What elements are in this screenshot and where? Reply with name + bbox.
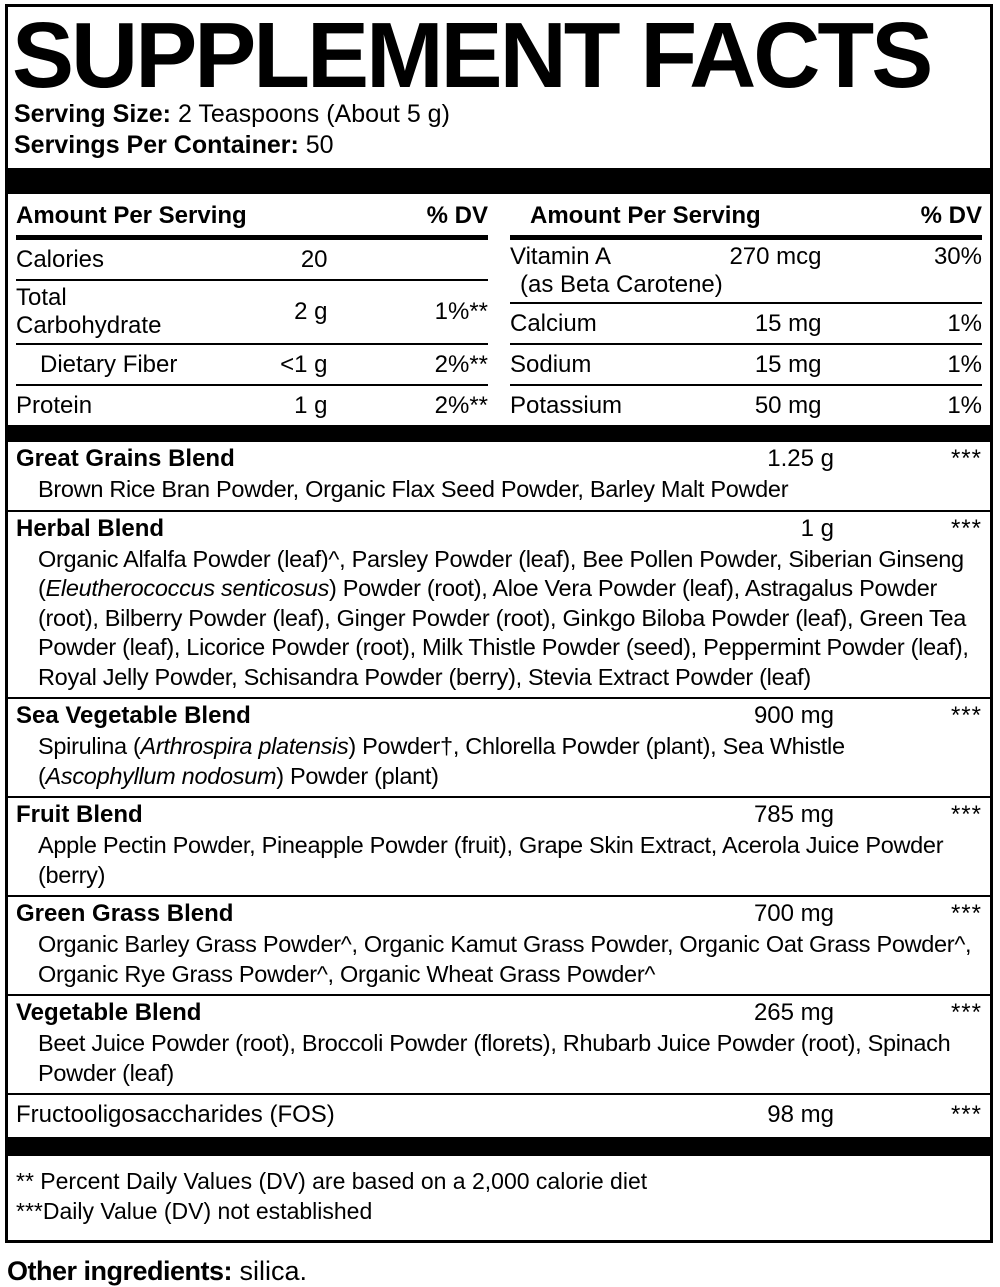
blend-amount: 785 mg bbox=[753, 801, 834, 828]
blend-header bbox=[16, 513, 982, 545]
nutrient-dv: 1% bbox=[947, 350, 982, 378]
blend-name: Vegetable Blend bbox=[16, 999, 202, 1026]
ingredient-text: Organic Alfalfa Powder (leaf)^, Parsley Powder (leaf), Bee Pollen Powder, Siberian Ginseng ( bbox=[38, 545, 964, 601]
nutrient-row bbox=[510, 345, 982, 386]
blend-name: Fructooligosaccharides (FOS) bbox=[16, 1101, 335, 1128]
nutrient-name: Protein bbox=[16, 391, 93, 419]
nutrient-amount: <1 g bbox=[280, 350, 328, 378]
blend-section bbox=[8, 796, 990, 895]
serving-size-label: Serving Size: bbox=[14, 100, 171, 128]
blend-section bbox=[8, 895, 990, 994]
nutrient-row bbox=[510, 304, 982, 345]
blend-dv: *** bbox=[950, 514, 982, 542]
nutrient-row bbox=[510, 240, 982, 304]
blend-dv: *** bbox=[950, 999, 982, 1026]
nutrient-amount: 15 mg bbox=[754, 309, 822, 337]
blend-dv: *** bbox=[950, 1101, 982, 1128]
servings-per-container-label: Servings Per Container: bbox=[14, 131, 299, 159]
amount-per-serving-header: Amount Per Serving bbox=[16, 202, 247, 229]
ingredient-text: Beet Juice Powder (root), Broccoli Powder (florets), Rhubarb Juice Powder (root), Spinach Powder (leaf) bbox=[38, 1030, 951, 1086]
nutrient-subname: (as Beta Carotene) bbox=[520, 271, 723, 298]
nutrient-amount: 15 mg bbox=[754, 350, 822, 378]
nutrient-name: Calories bbox=[16, 245, 105, 273]
blend-name: Great Grains Blend bbox=[16, 445, 235, 472]
blend-name: Sea Vegetable Blend bbox=[16, 702, 251, 729]
supplement-facts-label bbox=[0, 4, 1000, 1286]
nutrient-name: Potassium bbox=[510, 391, 623, 419]
serving-size-line bbox=[14, 99, 982, 130]
nutrient-rows-left bbox=[16, 240, 488, 425]
blend-amount: 1.25 g bbox=[767, 445, 834, 472]
ingredient-text: ) Powder†, Chlorella Powder (plant), Sea Whistle ( bbox=[38, 733, 845, 789]
nutrient-rows-right bbox=[510, 240, 982, 425]
footnote-dv-not-established: ***Daily Value (DV) not established bbox=[16, 1198, 373, 1224]
blend-dv: *** bbox=[950, 702, 982, 729]
blend-description bbox=[16, 1029, 982, 1089]
nutrient-name: Calcium bbox=[510, 309, 597, 337]
footnotes bbox=[8, 1156, 990, 1240]
nutrient-dv: 30% bbox=[933, 243, 982, 270]
latin-name: Eleutherococcus senticosus bbox=[45, 575, 330, 601]
other-ingredients-value: silica. bbox=[239, 1256, 308, 1286]
blend-section bbox=[8, 994, 990, 1093]
nutrient-column-right bbox=[510, 194, 982, 425]
blend-section bbox=[8, 697, 990, 796]
blend-amount: 265 mg bbox=[753, 999, 834, 1026]
blend-description bbox=[16, 930, 982, 990]
serving-info bbox=[8, 97, 990, 161]
facts-panel bbox=[5, 4, 993, 1243]
divider-bar-bottom bbox=[8, 1137, 990, 1156]
nutrient-row bbox=[16, 345, 488, 386]
column-header-right bbox=[510, 194, 982, 240]
blend-section bbox=[8, 1093, 990, 1137]
blend-dv: *** bbox=[950, 900, 982, 927]
blend-header bbox=[16, 443, 982, 475]
divider-bar-middle bbox=[8, 425, 990, 442]
nutrient-row bbox=[16, 281, 488, 345]
percent-dv-header: % DV bbox=[920, 202, 982, 229]
nutrient-name: Total Carbohydrate bbox=[16, 284, 162, 339]
nutrient-name: Sodium bbox=[510, 350, 592, 378]
blend-description bbox=[16, 475, 982, 506]
blend-dv: *** bbox=[950, 801, 982, 828]
nutrient-column-left bbox=[16, 194, 488, 425]
other-ingredients-label: Other ingredients: bbox=[7, 1256, 233, 1286]
nutrient-amount: 1 g bbox=[294, 391, 328, 419]
blend-amount: 900 mg bbox=[753, 702, 834, 729]
blend-header bbox=[16, 700, 982, 732]
footnote-daily-values: ** Percent Daily Values (DV) are based on a 2,000 calorie diet bbox=[16, 1168, 648, 1194]
nutrient-row bbox=[16, 386, 488, 425]
servings-per-container-line bbox=[14, 130, 982, 161]
nutrient-row bbox=[16, 240, 488, 281]
latin-name: Ascophyllum nodosum bbox=[45, 762, 277, 789]
blend-description bbox=[16, 545, 982, 694]
ingredient-text: Brown Rice Bran Powder, Organic Flax Seed Powder, Barley Malt Powder bbox=[38, 476, 789, 502]
nutrient-row bbox=[510, 386, 982, 425]
nutrient-amount: 50 mg bbox=[754, 391, 822, 419]
blend-header bbox=[16, 799, 982, 831]
amount-per-serving-header: Amount Per Serving bbox=[530, 202, 761, 229]
blend-description bbox=[16, 831, 982, 891]
blend-header bbox=[16, 898, 982, 930]
nutrient-amount: 20 bbox=[300, 245, 328, 273]
blend-name: Herbal Blend bbox=[16, 514, 165, 542]
blend-description bbox=[16, 732, 982, 792]
blend-amount: 700 mg bbox=[753, 900, 834, 927]
column-header-left bbox=[16, 194, 488, 240]
blend-header bbox=[16, 1096, 982, 1133]
ingredient-text: Organic Barley Grass Powder^, Organic Kamut Grass Powder, Organic Oat Grass Powder^, Organic Rye Grass Powder^, Organic Wheat Grass Powder^ bbox=[38, 931, 972, 987]
blend-section bbox=[8, 510, 990, 698]
nutrient-dv: 1% bbox=[947, 309, 982, 337]
nutrient-dv: 2%** bbox=[434, 350, 488, 378]
latin-name: Arthrospira platensis bbox=[140, 733, 349, 759]
other-ingredients-line bbox=[7, 1256, 1000, 1287]
ingredient-text: ) Powder (plant) bbox=[276, 762, 439, 789]
blend-name: Green Grass Blend bbox=[16, 900, 234, 927]
blend-dv: *** bbox=[950, 445, 982, 472]
nutrient-amount: 270 mcg bbox=[729, 243, 822, 270]
servings-per-container-value: 50 bbox=[305, 131, 334, 159]
nutrient-dv: 2%** bbox=[434, 391, 488, 419]
blend-amount: 98 mg bbox=[767, 1101, 834, 1128]
nutrient-columns bbox=[8, 194, 990, 425]
nutrient-name: Vitamin A bbox=[510, 243, 611, 270]
blend-header bbox=[16, 997, 982, 1029]
ingredient-text: Apple Pectin Powder, Pineapple Powder (fruit), Grape Skin Extract, Acerola Juice Powder (berry) bbox=[38, 832, 944, 888]
ingredient-text: ) Powder (root), Aloe Vera Powder (leaf), Astragalus Powder (root), Bilberry Powder (leaf), Ginger Powder (root), Ginkgo Biloba Powder (leaf), Green Tea Powder (leaf), Licorice Powder (root), Milk Thistle Powder (seed), Peppermint Powder (leaf), Royal Jelly Powder, Schisandra Powder (berry), Stevia Extract Powder (leaf) bbox=[38, 575, 969, 690]
blend-amount: 1 g bbox=[800, 514, 834, 542]
nutrient-dv: 1% bbox=[947, 391, 982, 419]
blend-name: Fruit Blend bbox=[16, 801, 143, 828]
nutrient-dv: 1%** bbox=[434, 298, 488, 325]
serving-size-value: 2 Teaspoons (About 5 g) bbox=[177, 100, 450, 128]
blend-sections bbox=[8, 442, 990, 1137]
percent-dv-header: % DV bbox=[426, 202, 488, 229]
nutrient-name: Dietary Fiber bbox=[40, 350, 178, 378]
nutrient-amount: 2 g bbox=[294, 298, 328, 325]
panel-title: SUPPLEMENT FACTS bbox=[12, 7, 931, 97]
ingredient-text: Spirulina ( bbox=[38, 733, 141, 759]
divider-bar-top bbox=[8, 168, 990, 194]
blend-section bbox=[8, 442, 990, 510]
